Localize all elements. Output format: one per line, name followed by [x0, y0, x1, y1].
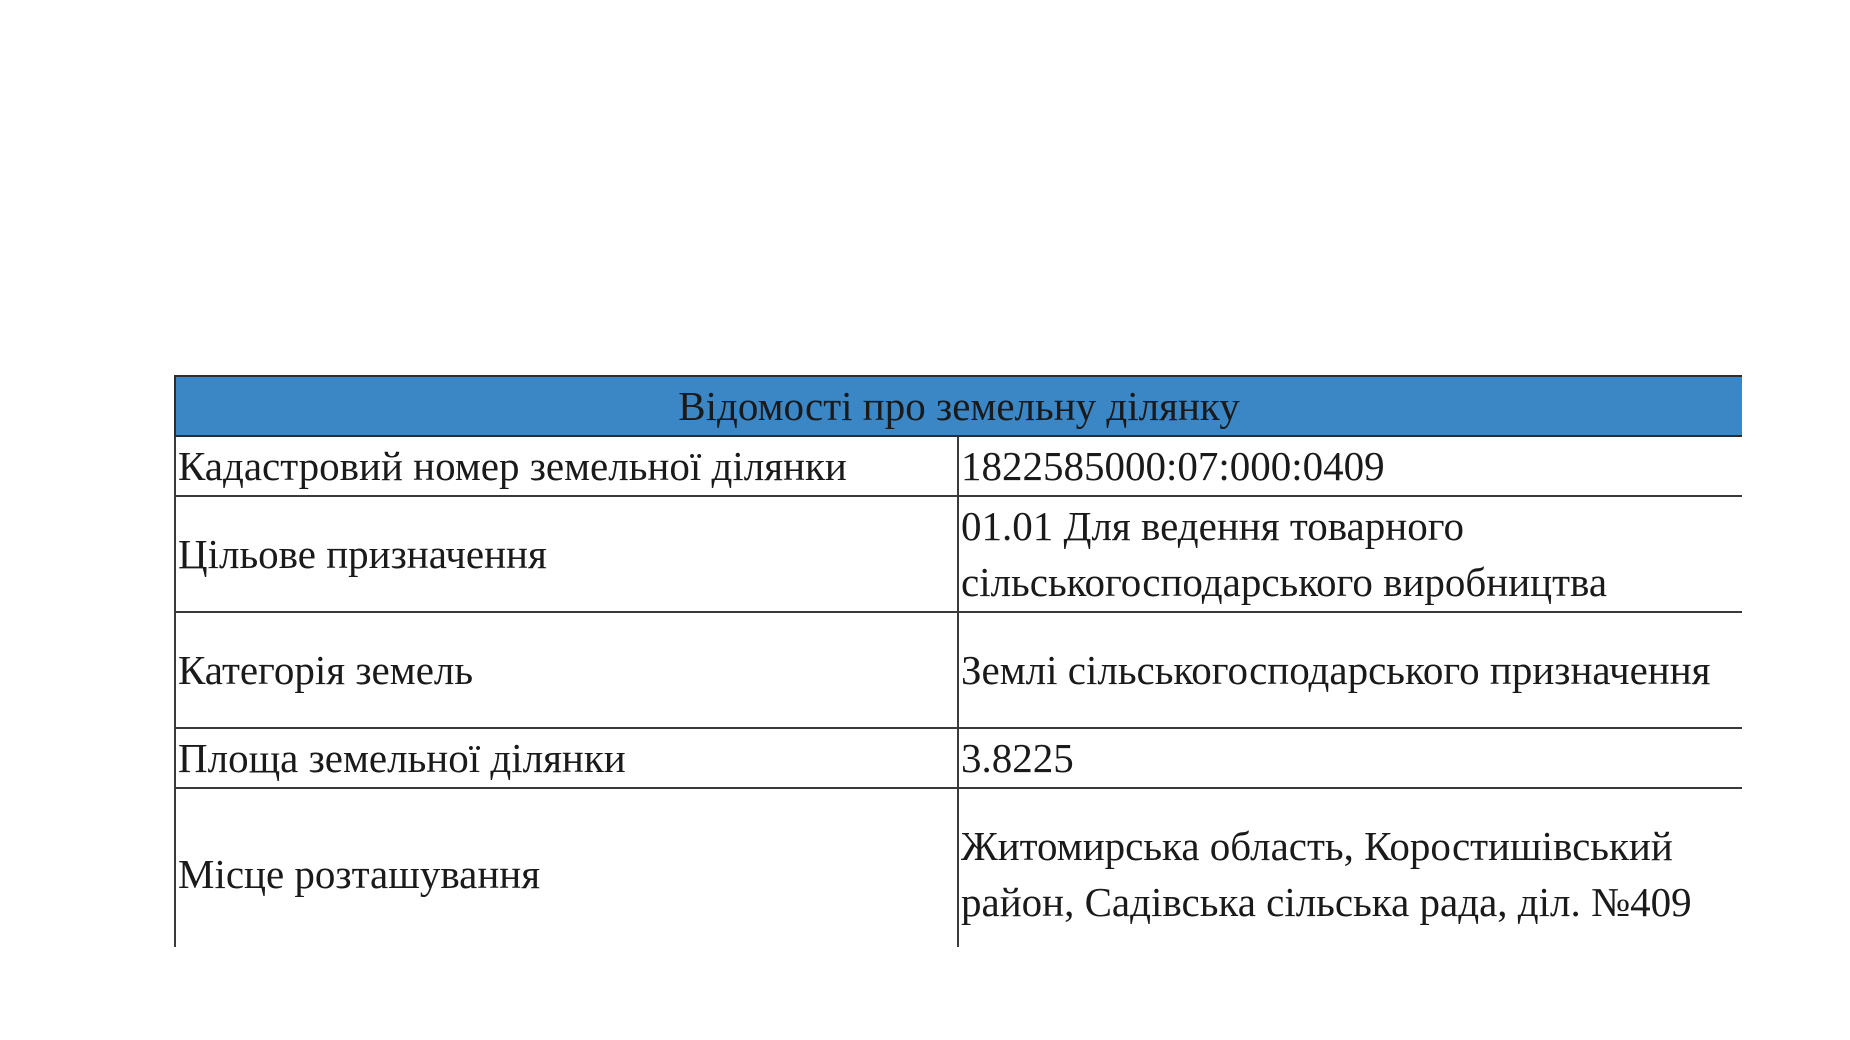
row-value: Житомирська область, Коростишівський район, Садівська сільська рада, діл. №409 — [958, 788, 1742, 947]
table-row-location — [175, 788, 1742, 947]
table-row-purpose — [175, 496, 1742, 612]
row-label: Категорія земель — [175, 612, 958, 728]
row-label: Кадастровий номер земельної ділянки — [175, 436, 958, 496]
land-plot-info-table — [174, 375, 1742, 947]
table-header-row — [175, 376, 1742, 436]
row-value: 1822585000:07:000:0409 — [958, 436, 1742, 496]
row-label: Цільове призначення — [175, 496, 958, 612]
row-value: Землі сільськогосподарського призначення — [958, 612, 1742, 728]
row-label: Площа земельної ділянки — [175, 728, 958, 788]
table-row-land-category — [175, 612, 1742, 728]
row-value: 01.01 Для ведення товарного сільськогосподарського виробництва — [958, 496, 1742, 612]
row-label: Місце розташування — [175, 788, 958, 947]
land-plot-info-table-container — [174, 375, 1742, 947]
table-row-cadastral-number — [175, 436, 1742, 496]
table-title: Відомості про земельну ділянку — [175, 376, 1742, 436]
row-value: 3.8225 — [958, 728, 1742, 788]
table-row-area — [175, 728, 1742, 788]
